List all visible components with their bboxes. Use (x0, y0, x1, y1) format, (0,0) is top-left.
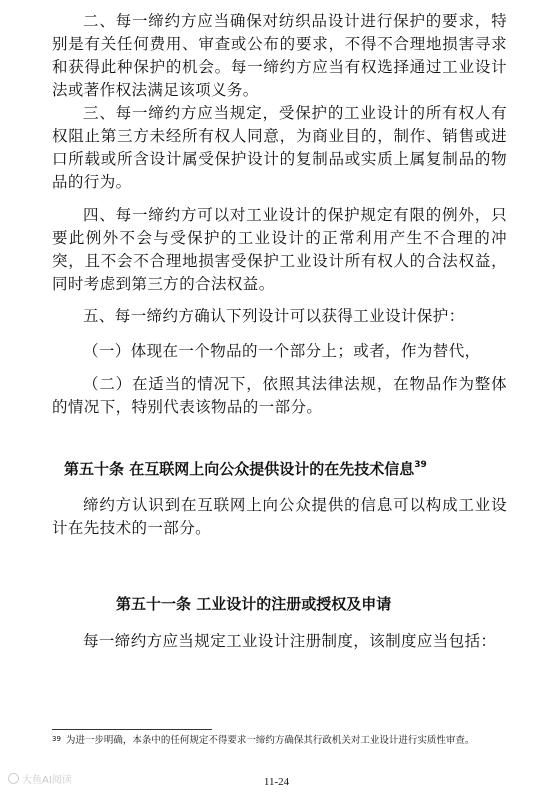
article-51-heading: 第五十一条 工业设计的注册或授权及申请 (116, 595, 392, 613)
watermark-text: 大鱼AI阅读 (22, 775, 72, 786)
footnote-39 (52, 733, 507, 748)
article-50-heading (64, 459, 427, 479)
footnote-divider (52, 729, 212, 730)
footnote-number: 39 (52, 735, 61, 743)
paragraph-2: 二、每一缔约方应当确保对纺织品设计进行保护的要求，特别是有关任何费用、审查或公布的要求，不得不合理地损害寻求和获得此种保护的机会。每一缔约方应当有权选择通过工业设计法或著作权法满足该项义务。 (52, 12, 507, 99)
list-item-1: （一）体现在一个物品的一个部分上；或者，作为替代， (83, 342, 481, 360)
article-50-heading-text: 第五十条 在互联网上向公众提供设计的在先技术信息 (64, 460, 415, 478)
footnote-text: 为进一步明确，本条中的任何规定不得要求一缔约方确保其行政机关对工业设计进行实质性审查。 (65, 735, 475, 746)
paragraph-3: 三、每一缔约方应当规定，受保护的工业设计的所有权人有权阻止第三方未经所有权人同意，为商业目的，制作、销售或进口所载或所含设计属受保护设计的复制品或实质上属复制品的物品的行为。 (52, 104, 507, 191)
paragraph-4: 四、每一缔约方可以对工业设计的保护规定有限的例外，只要此例外不会与受保护的工业设计的正常利用产生不合理的冲突，且不会不合理地损害受保护工业设计所有权人的合法权益，同时考虑到第三方的合法权益。 (52, 206, 507, 293)
article-50-body: 缔约方认识到在互联网上向公众提供的信息可以构成工业设计在先技术的一部分。 (52, 496, 507, 537)
paragraph-5: 五、每一缔约方确认下列设计可以获得工业设计保护： (83, 307, 465, 325)
footnote-reference[interactable]: 39 (414, 460, 427, 470)
page-number: 11-24 (263, 776, 290, 788)
list-item-2: （二）在适当的情况下，依照其法律法规，在物品作为整体的情况下，特别代表该物品的一部分。 (52, 375, 507, 416)
article-51-body: 每一缔约方应当规定工业设计注册制度，该制度应当包括： (83, 632, 497, 650)
